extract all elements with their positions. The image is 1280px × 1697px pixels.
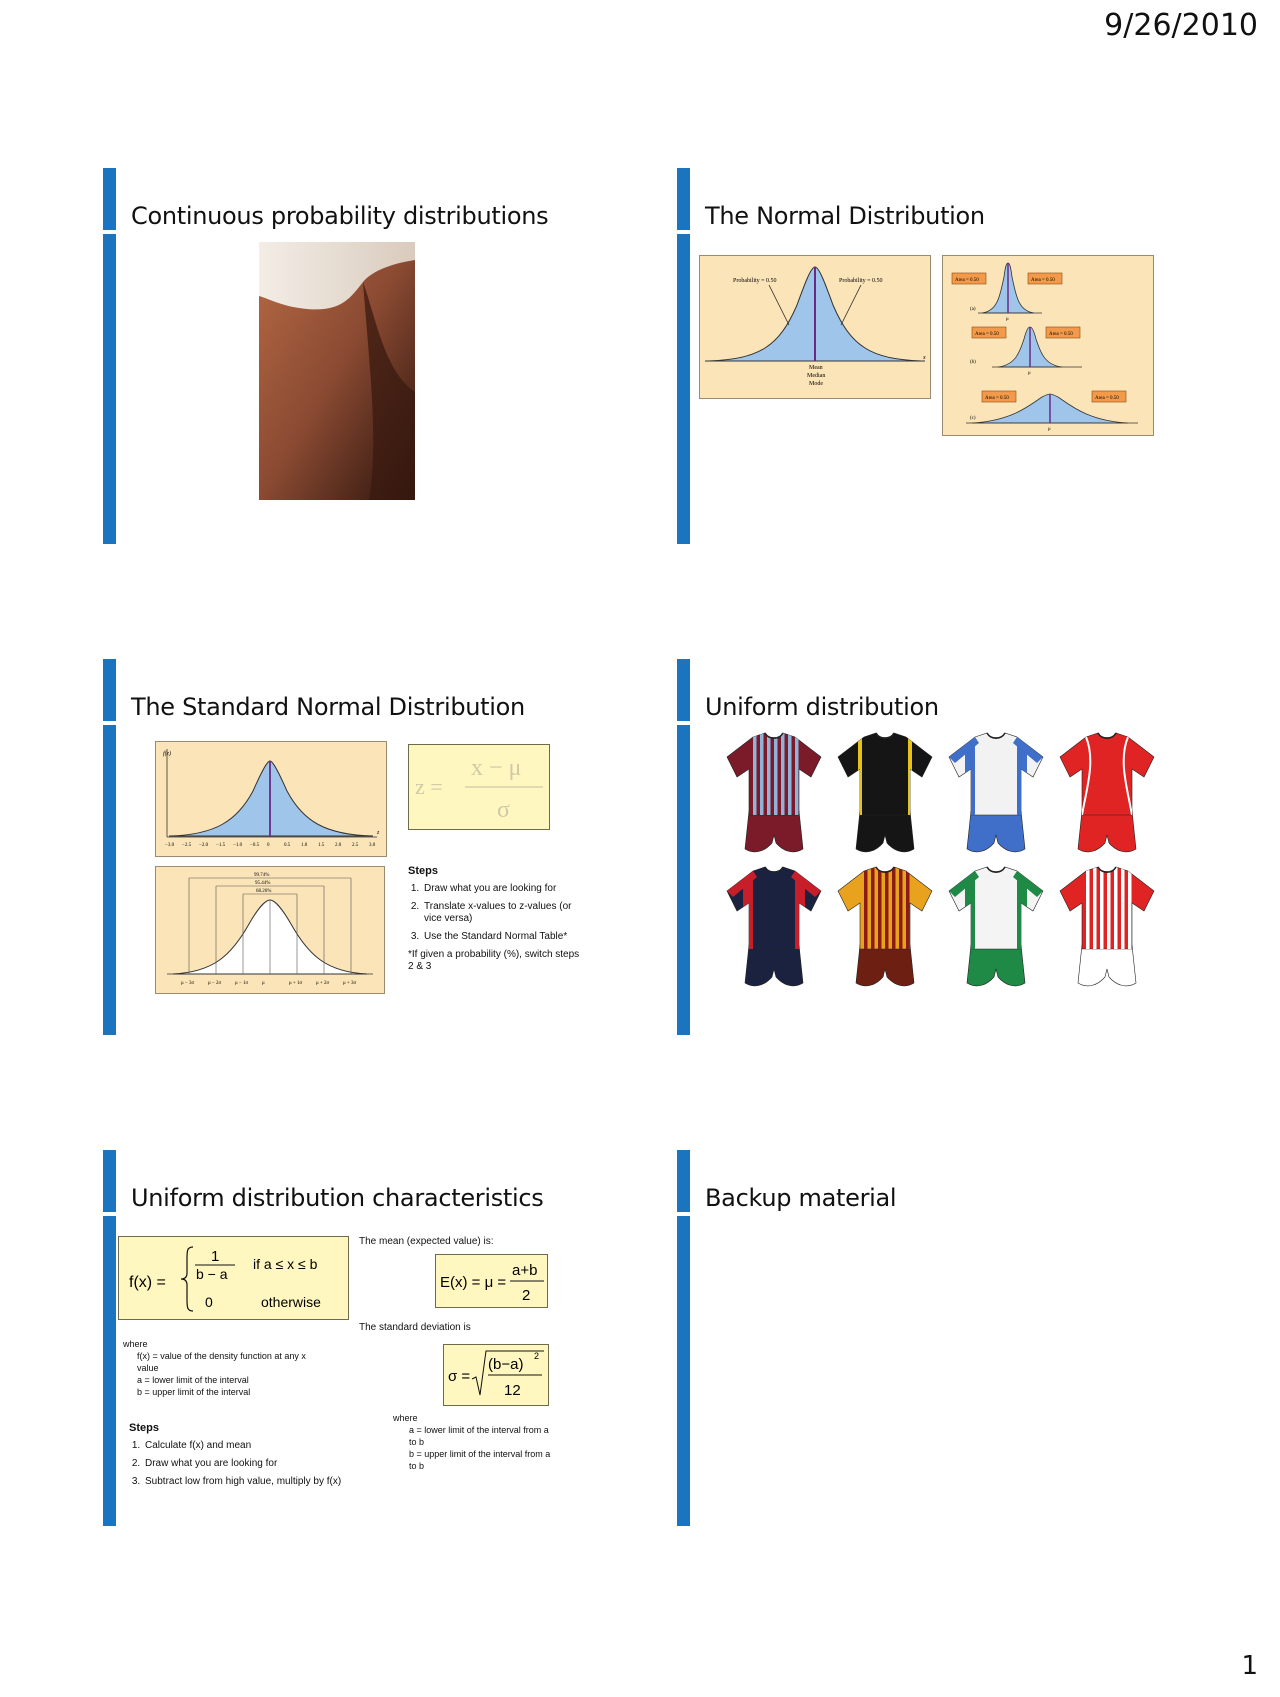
fig-b-mu: μ bbox=[1028, 371, 1031, 376]
step-item: 1. Draw what you are looking for bbox=[422, 883, 583, 895]
sigma-tick-label: μ − 3σ bbox=[181, 981, 195, 986]
z-tick-label: −2.5 bbox=[182, 843, 192, 848]
sigma-tick-label: μ bbox=[262, 981, 265, 986]
steps-note: *If given a probability (%), switch steps 2 & 3 bbox=[408, 949, 580, 972]
mean-label: The mean (expected value) is: bbox=[359, 1236, 494, 1247]
z-tick-label: 2.0 bbox=[335, 843, 342, 848]
pct-95: 95.44% bbox=[255, 881, 271, 886]
claret-blue-kit bbox=[723, 731, 825, 859]
black-yellow-kit bbox=[834, 731, 936, 859]
fig-c-mu: μ bbox=[1048, 427, 1051, 432]
slide-uniform-characteristics bbox=[103, 1150, 623, 1526]
prob-left-label: Probability = 0.50 bbox=[733, 278, 777, 284]
slide-accent-bar bbox=[103, 168, 116, 544]
slide-accent-bar bbox=[677, 659, 690, 1035]
x-axis-label: x bbox=[923, 355, 926, 361]
sd-exponent: 2 bbox=[534, 1351, 540, 1361]
z-tick-label: −3.0 bbox=[165, 843, 175, 848]
steps-heading: Steps bbox=[129, 1422, 159, 1434]
white-green-kit bbox=[945, 865, 1047, 993]
sd-label: The standard deviation is bbox=[359, 1322, 471, 1333]
z-tick-label: −1.0 bbox=[233, 843, 243, 848]
slide-title: Backup material bbox=[705, 1184, 897, 1212]
mean-label: Mean bbox=[809, 365, 823, 371]
steps-list bbox=[408, 883, 583, 943]
mean-denominator: 2 bbox=[522, 1287, 531, 1304]
slide-uniform-distribution bbox=[677, 659, 1197, 1035]
fig-b-left-area: Area = 0.50 bbox=[975, 332, 999, 337]
slide-accent-bar bbox=[103, 1150, 116, 1526]
pdf-zero: 0 bbox=[205, 1294, 213, 1310]
pdf-condition-2: otherwise bbox=[261, 1294, 321, 1310]
mean-formula bbox=[435, 1254, 548, 1308]
fz-label: f(z) bbox=[163, 751, 171, 757]
z-tick-label: −0.5 bbox=[250, 843, 260, 848]
def-item: b = upper limit of the interval from a to b bbox=[409, 1449, 551, 1471]
fig-a-left-area: Area = 0.50 bbox=[955, 278, 979, 283]
sd-lhs: σ = bbox=[448, 1368, 471, 1385]
def-item: a = lower limit of the interval bbox=[137, 1375, 249, 1385]
z-equals: z = bbox=[415, 774, 443, 799]
sd-formula bbox=[443, 1344, 549, 1406]
mean-numerator: a+b bbox=[512, 1262, 538, 1279]
pdf-denominator: b − a bbox=[196, 1266, 228, 1282]
mean-lhs: E(x) = μ = bbox=[440, 1274, 507, 1291]
step-item: 2. Translate x-values to z-values (or vice versa) bbox=[422, 901, 583, 925]
fig-a-right-area: Area = 0.50 bbox=[1031, 278, 1055, 283]
sd-denominator: 12 bbox=[504, 1382, 521, 1399]
fig-b-tag: (b) bbox=[970, 360, 976, 365]
pdf-condition-1: if a ≤ x ≤ b bbox=[253, 1256, 318, 1272]
slide-accent-bar bbox=[103, 659, 116, 1035]
slide-backup-material bbox=[677, 1150, 1197, 1526]
page-date: 9/26/2010 bbox=[1104, 8, 1258, 43]
normal-curve-figure bbox=[699, 255, 931, 399]
pdf-numerator: 1 bbox=[211, 1248, 220, 1265]
slide-title: The Normal Distribution bbox=[705, 202, 985, 230]
pct-99: 99.74% bbox=[254, 873, 270, 878]
where-label: where bbox=[393, 1413, 418, 1423]
sigma-tick-label: μ + 1σ bbox=[289, 981, 303, 986]
interval-definitions bbox=[393, 1412, 553, 1472]
step-item: 1. Calculate f(x) and mean bbox=[143, 1440, 369, 1452]
normal-curves-comparison-figure bbox=[942, 255, 1154, 436]
slide-standard-normal bbox=[103, 659, 623, 1035]
slide-title: Continuous probability distributions bbox=[131, 202, 549, 230]
fig-c-tag: (c) bbox=[970, 416, 976, 421]
def-item: a = lower limit of the interval from a to b bbox=[409, 1425, 549, 1447]
slide-title: The Standard Normal Distribution bbox=[131, 693, 525, 721]
step-item: 3. Use the Standard Normal Table* bbox=[422, 931, 583, 943]
sd-numerator: (b−a) bbox=[488, 1356, 524, 1373]
steps-list bbox=[129, 1440, 369, 1488]
uniform-pdf-formula bbox=[118, 1236, 349, 1320]
def-item: f(x) = value of the density function at any x value bbox=[137, 1351, 306, 1373]
prob-right-label: Probability = 0.50 bbox=[839, 278, 883, 284]
sigma-tick-label: μ + 3σ bbox=[343, 981, 357, 986]
page-number: 1 bbox=[1241, 1651, 1258, 1681]
z-tick-label: 2.5 bbox=[352, 843, 359, 848]
standard-normal-curve-figure bbox=[155, 741, 387, 857]
z-tick-label: 0.5 bbox=[284, 843, 291, 848]
uniform-steps-block bbox=[129, 1422, 369, 1494]
steps-heading: Steps bbox=[408, 865, 438, 877]
sand-dune-photo bbox=[259, 242, 415, 500]
slide-title: Uniform distribution characteristics bbox=[131, 1184, 544, 1212]
pdf-lhs: f(x) = bbox=[129, 1274, 166, 1291]
z-tick-label: 1.0 bbox=[301, 843, 308, 848]
z-tick-label: 3.0 bbox=[369, 843, 376, 848]
z-steps-block bbox=[408, 865, 583, 973]
fig-c-right-area: Area = 0.50 bbox=[1095, 396, 1119, 401]
red-white-kit bbox=[1056, 865, 1158, 993]
mode-label: Mode bbox=[809, 381, 823, 387]
fig-b-right-area: Area = 0.50 bbox=[1049, 332, 1073, 337]
fig-a-mu: μ bbox=[1006, 317, 1009, 322]
white-blue-kit bbox=[945, 731, 1047, 859]
z-numerator: x − μ bbox=[471, 755, 522, 781]
sigma-tick-label: μ − 1σ bbox=[235, 981, 249, 986]
fig-c-left-area: Area = 0.50 bbox=[985, 396, 1009, 401]
slide-accent-bar bbox=[677, 1150, 690, 1526]
z-tick-label: −1.5 bbox=[216, 843, 226, 848]
sigma-tick-label: μ + 2σ bbox=[316, 981, 330, 986]
z-denominator: σ bbox=[497, 797, 510, 823]
z-tick-label: 0 bbox=[267, 843, 270, 848]
z-score-formula bbox=[408, 744, 550, 830]
navy-red-kit bbox=[723, 865, 825, 993]
pdf-definitions bbox=[123, 1338, 323, 1398]
slide-normal-distribution bbox=[677, 168, 1197, 544]
amber-maroon-kit bbox=[834, 865, 936, 993]
median-label: Median bbox=[807, 373, 826, 379]
fig-a-tag: (a) bbox=[970, 307, 976, 312]
slide-title: Uniform distribution bbox=[705, 693, 939, 721]
sigma-tick-label: μ − 2σ bbox=[208, 981, 222, 986]
def-item: b = upper limit of the interval bbox=[137, 1387, 251, 1397]
z-axis-label: z bbox=[377, 830, 380, 836]
z-tick-label: −2.0 bbox=[199, 843, 209, 848]
z-tick-label: 1.5 bbox=[318, 843, 325, 848]
step-item: 2. Draw what you are looking for bbox=[143, 1458, 369, 1470]
empirical-rule-figure bbox=[155, 866, 385, 994]
step-item: 3. Subtract low from high value, multiply by f(x) bbox=[143, 1476, 369, 1488]
slide-accent-bar bbox=[677, 168, 690, 544]
slide-continuous-distributions bbox=[103, 168, 623, 544]
red-kit bbox=[1056, 731, 1158, 859]
pct-68: 68.26% bbox=[256, 889, 272, 894]
where-label: where bbox=[123, 1339, 148, 1349]
